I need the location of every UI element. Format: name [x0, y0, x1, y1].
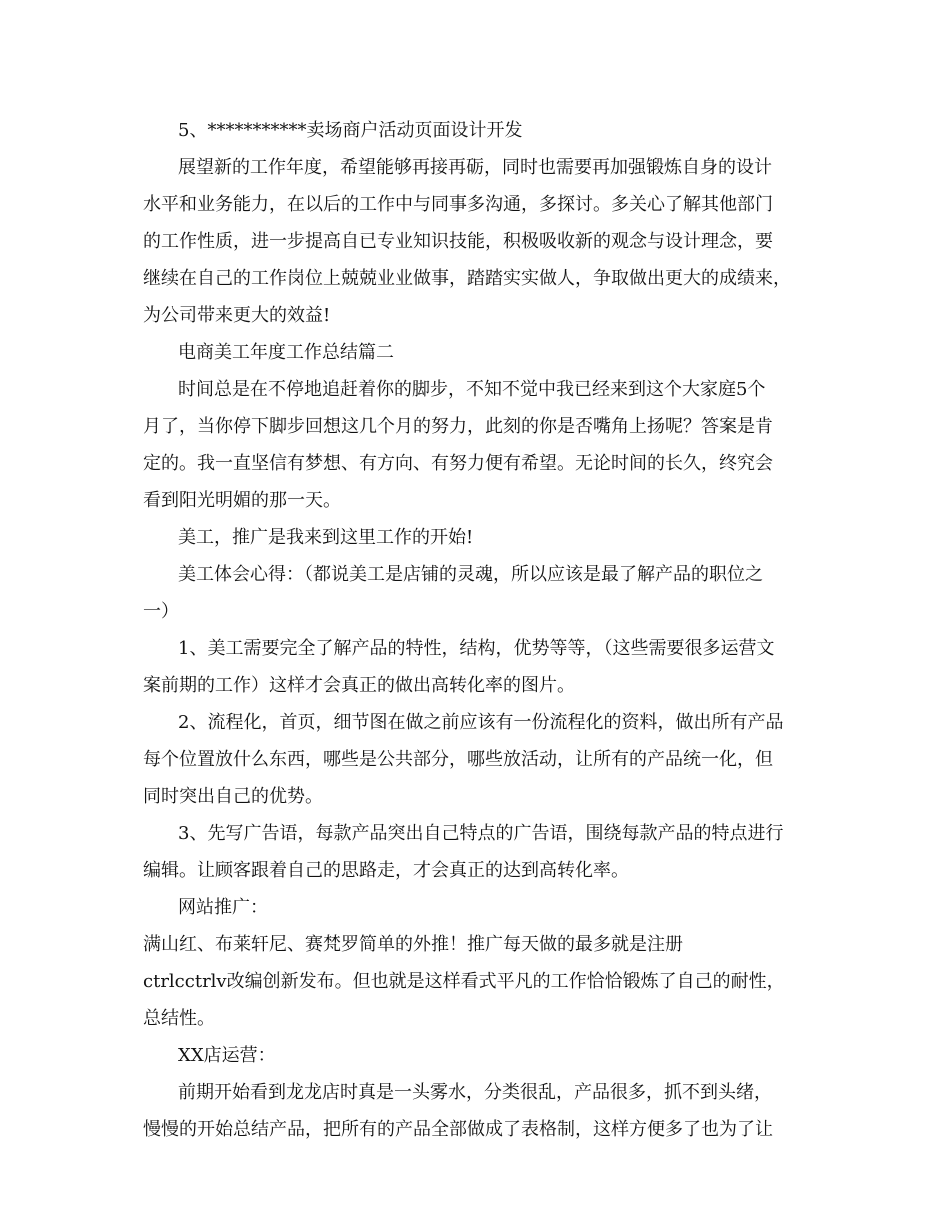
text-line: 美工体会心得：（都说美工是店铺的灵魂，所以应该是最了解产品的职位之: [178, 564, 763, 585]
text-line: 时间总是在不停地追赶着你的脚步，不知不觉中我已经来到这个大家庭5个: [178, 379, 766, 400]
text-line: 总结性。: [143, 1008, 215, 1029]
text-line: 展望新的工作年度，希望能够再接再砺，同时也需要再加强锻炼自身的设计: [178, 157, 772, 178]
text-line: 1、美工需要完全了解产品的特性，结构，优势等等，（这些需要很多运营文: [178, 638, 775, 659]
text-line: 一）: [143, 601, 179, 622]
text-line: 美工，推广是我来到这里工作的开始!: [178, 527, 474, 548]
text-line: 慢慢的开始总结产品，把所有的产品全部做成了表格制，这样方便多了也为了让: [143, 1119, 773, 1140]
text-line: 3、先写广告语，每款产品突出自己特点的广告语，围绕每款产品的特点进行: [178, 823, 784, 844]
text-line: 为公司带来更大的效益!: [143, 305, 331, 326]
text-line: 看到阳光明媚的那一天。: [143, 490, 341, 511]
section-label: 网站推广：: [178, 897, 268, 918]
text-line: 定的。我一直坚信有梦想、有方向、有努力便有希望。无论时间的长久，终究会: [143, 453, 773, 474]
text-line: 月了，当你停下脚步回想这几个月的努力，此刻的你是否嘴角上扬呢？答案是肯: [143, 416, 773, 437]
text-line: 编辑。让顾客跟着自己的思路走，才会真正的达到高转化率。: [143, 860, 629, 881]
text-line: 水平和业务能力，在以后的工作中与同事多沟通，多探讨。多关心了解其他部门: [143, 194, 773, 215]
text-line: 案前期的工作）这样才会真正的做出高转化率的图片。: [143, 675, 575, 696]
text-line: 每个位置放什么东西，哪些是公共部分，哪些放活动，让所有的产品统一化，但: [143, 749, 773, 770]
text-line: 前期开始看到龙龙店时真是一头雾水，分类很乱，产品很多，抓不到头绪，: [178, 1082, 772, 1103]
text-line: 的工作性质，进一步提高自已专业知识技能，积极吸收新的观念与设计理念，要: [143, 231, 773, 252]
text-line: ctrlcctrlv改编创新发布。但也就是这样看式平凡的工作恰恰锻炼了自己的耐性，: [143, 971, 785, 992]
text-line: 满山红、布莱轩尼、赛梵罗简单的外推！推广每天做的最多就是注册: [143, 934, 683, 955]
text-line: 5、***********卖场商户活动页面设计开发: [178, 120, 523, 141]
text-line: 继续在自己的工作岗位上兢兢业业做事，踏踏实实做人，争取做出更大的成绩来，: [143, 268, 791, 289]
text-line: 同时突出自己的优势。: [143, 786, 323, 807]
section-label: XX店运营：: [178, 1045, 276, 1066]
section-heading: 电商美工年度工作总结篇二: [178, 342, 394, 363]
text-line: 2、流程化，首页，细节图在做之前应该有一份流程化的资料，做出所有产品: [178, 712, 784, 733]
